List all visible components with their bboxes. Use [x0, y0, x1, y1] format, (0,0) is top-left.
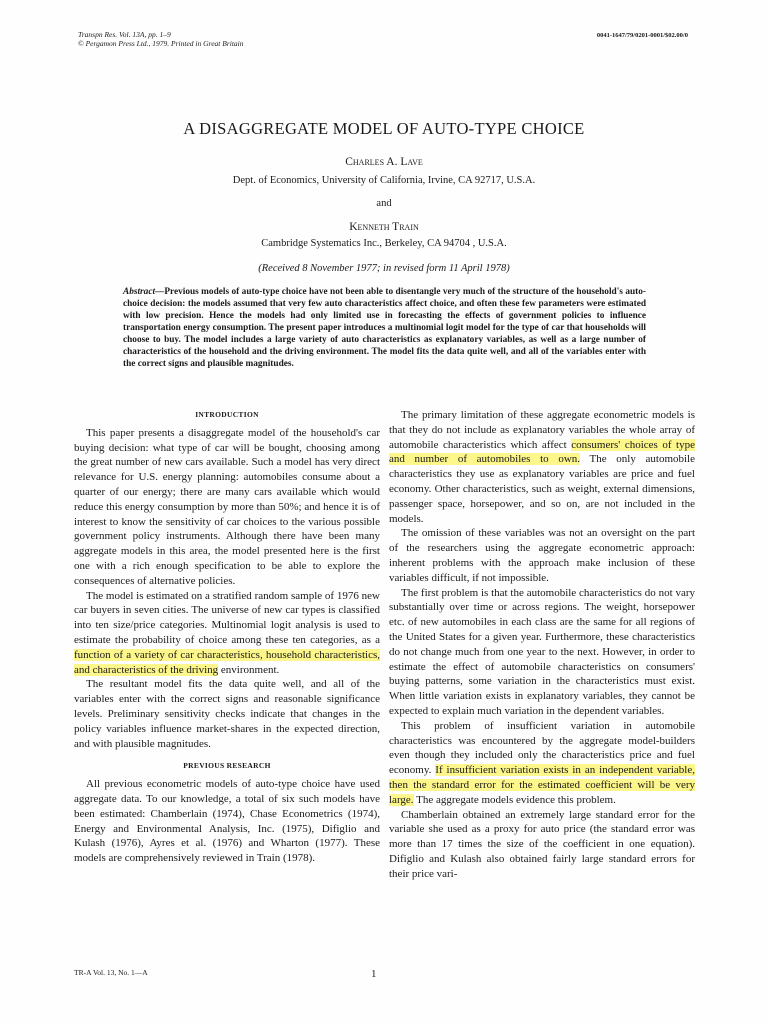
author-2-name: Kenneth Train	[349, 221, 419, 233]
right-paragraph-1-text-a: The primary limitation of these aggregate econometric models is that they do not include as explanatory variables the whole array of automobile characteristics which affect	[389, 409, 695, 451]
footer-volume: TR-A Vol. 13, No. 1—A	[74, 968, 148, 977]
and-connector: and	[376, 198, 392, 209]
intro-paragraph-3: The resultant model fits the data quite well, and all of the variables enter with the correct signs and reasonable significance levels. Preliminary sensitivity checks indicate that changes in the policy variables influence market-shares in the expected direction, and with plausible magnitudes.	[74, 678, 380, 750]
intro-paragraph-1: This paper presents a disaggregate model of the household's car buying decision: what type of car will be bought, choosing among the great number of new cars available. Such a model has very direct relevance for U.S. energy planning: automobiles consume about a quarter of our energy; there are many cars available which would reduce this energy consumption by more than 50%; and hence it is of interest to know the sensitivity of car choices to the various possible government policy instruments. Although there have been many aggregate models in this area, the model presented here is the first one with a rich enough specification to be able to explore the consequences of alternative policies.	[74, 426, 380, 587]
right-paragraph-4-text-b: The aggregate models evidence this problem.	[413, 793, 616, 806]
right-paragraph-2: The omission of these variables was not an oversight on the part of the researchers using the aggregate econometric approach: inherent problems with the approach make inclusion of these variables difficult, if not impossible.	[389, 527, 695, 584]
right-paragraph-5: Chamberlain obtained an extremely large standard error for the variable she used as a proxy for auto price (the standard error was more than 17 times the size of the coefficient in one equation). Difiglio and Kulash also obtained fairly large standard errors for their price vari-	[389, 808, 695, 880]
highlighted-text: If insufficient variation exists in an independent variable, then the standard error for the estimated coefficient will be very large.	[389, 764, 695, 806]
right-paragraph-4	[389, 719, 695, 808]
author-1-name: Charles A. Lave	[345, 156, 423, 168]
paper-title: A DISAGGREGATE MODEL OF AUTO-TYPE CHOICE	[183, 119, 585, 138]
right-paragraph-1	[389, 408, 695, 526]
received-dates: (Received 8 November 1977; in revised form 11 April 1978)	[258, 263, 510, 274]
right-paragraph-4-text-a: This problem of insufficient variation in automobile characteristics was encountered by the aggregate model-builders even though they included only the characteristics price and fuel economy.	[389, 719, 695, 777]
intro-paragraph-2-text-b: environment.	[218, 663, 280, 676]
right-column	[389, 408, 695, 882]
article-code: 0041-1647/79/0201-0001/$02.00/0	[596, 32, 688, 39]
abstract-lead: Abstract	[123, 287, 156, 297]
right-paragraph-1-text-b: The only automobile characteristics they use as explanatory variables are price and fuel economy. Other characteristics, such as weight, external dimensions, passenger space, horsepower, and so on, are not included in the models.	[389, 453, 695, 525]
highlighted-text: consumers' choices of type and number of automobiles to own.	[389, 438, 695, 466]
intro-paragraph-2	[74, 589, 380, 678]
highlighted-text: function of a variety of car characteristics, household characteristics, and characteristics of the driving	[74, 648, 380, 676]
abstract-text: —Previous models of auto-type choice have not been able to disentangle very much of the structure of the household's auto-choice decision: the models assumed that very few auto characteristics affect choice, and often these few parameters were estimated with low precision. Hence the models had only limited use in forecasting the effects of government policies to influence transportation energy consumption. The present paper introduces a multinomial logit model for the type of car that households will choose to buy. The model includes a large variety of auto characteristics as explanatory variables, as well as a large number of characteristics of the household and the driving environment. The model fits the data quite well, and all of the variables enter with the correct signs and plausible magnitudes.	[123, 287, 646, 369]
page-number: 1	[371, 968, 377, 980]
author-2-affiliation: Cambridge Systematics Inc., Berkeley, CA 94704 , U.S.A.	[261, 238, 507, 249]
journal-line: Transpn Res. Vol. 13A, pp. 1–9	[78, 30, 171, 39]
previous-research-heading: PREVIOUS RESEARCH	[183, 761, 271, 771]
previous-research-paragraph: All previous econometric models of auto-type choice have used aggregate data. To our knowledge, a total of six such models have been estimated: Chamberlain (1974), Chase Econometrics (1974), Energy and Environmental Analysis, Inc. (1975), Difiglio and Kulash (1976), Ayres et al. (1976) and Wharton (1977). These models are comprehensively reviewed in Train (1978).	[74, 778, 380, 865]
right-paragraph-3: The first problem is that the automobile characteristics do not vary substantially over time or across regions. The weight, horsepower etc. of new automobiles in each class are the same for all regions of the United States for a given year. Furthermore, these characteristics do not change much from one year to the next. However, in order to estimate the effect of automobile characteristics on consumers' buying patterns, some variation in the characteristics must exist. When little variation exists in explanatory variables, they cannot be expected to explain much variation in the dependent variables.	[389, 586, 695, 717]
journal-header	[78, 30, 243, 48]
publisher-line: © Pergamon Press Ltd., 1979. Printed in Great Britain	[78, 39, 244, 48]
left-column	[74, 408, 380, 866]
abstract	[123, 286, 646, 370]
intro-paragraph-2-text-a: The model is estimated on a stratified random sample of 1976 new car buyers in seven cities. The universe of new car types is classified into ten size/price categories. Multinomial logit analysis is used to estimate the probability of choice among these ten categories, as a	[74, 589, 380, 646]
author-1-affiliation: Dept. of Economics, University of California, Irvine, CA 92717, U.S.A.	[232, 175, 536, 186]
introduction-heading: INTRODUCTION	[195, 410, 259, 419]
